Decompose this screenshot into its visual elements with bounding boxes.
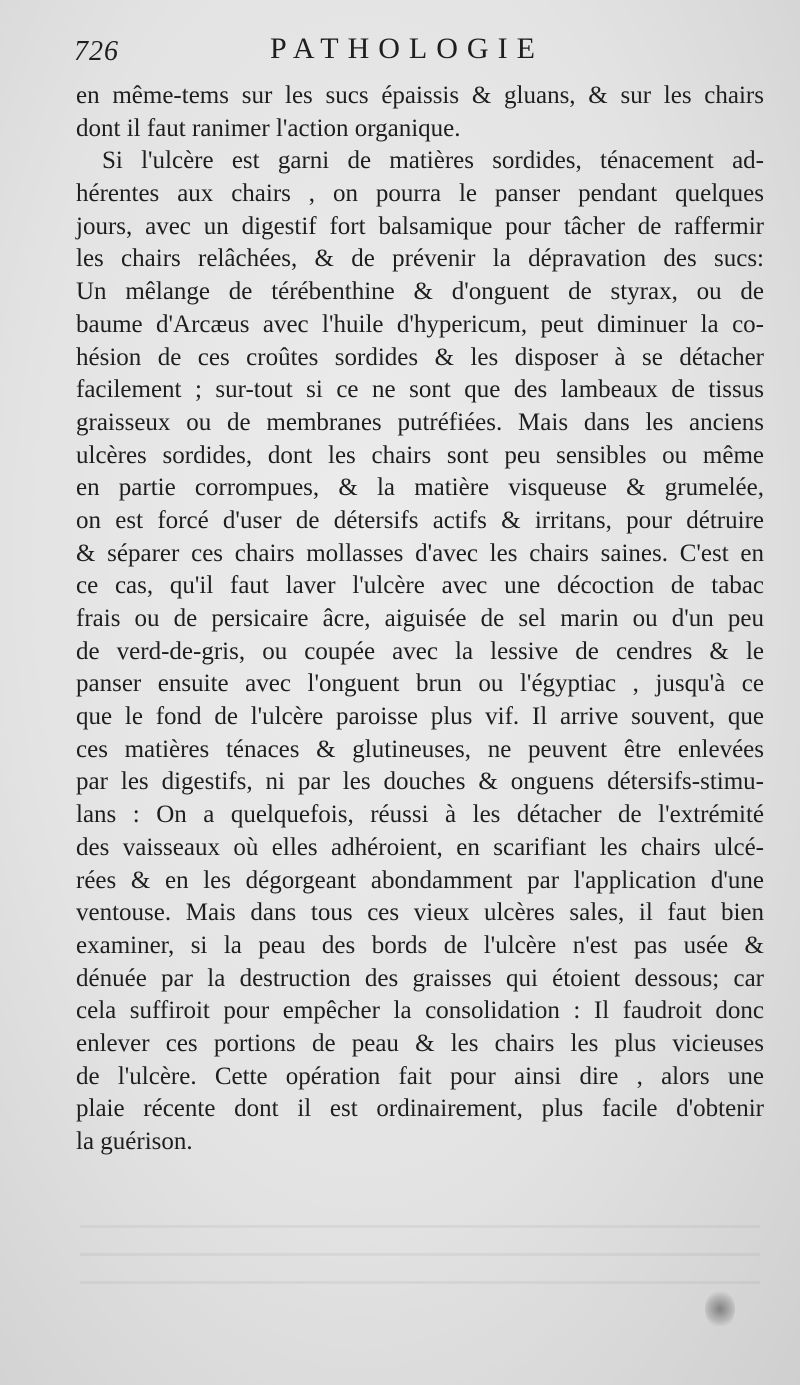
text-line: Si l'ulcère est garni de matières sordides, ténacement ad- <box>102 147 764 175</box>
text-line: les chairs relâchées, & de prévenir la dépravation des sucs: <box>76 245 764 273</box>
text-line: examiner, si la peau des bords de l'ulcère n'est pas usée & <box>76 931 764 959</box>
text-line: panser ensuite avec l'onguent brun ou l'égyptiac , jusqu'à ce <box>76 670 764 698</box>
text-line: hérentes aux chairs , on pourra le panser pendant quelques <box>76 180 764 208</box>
text-line: baume d'Arcæus avec l'huile d'hypericum, peut diminuer la co- <box>76 310 764 338</box>
page-number: 726 <box>74 36 119 67</box>
text-line: dont il faut ranimer l'action organique. <box>76 114 461 142</box>
text-line: cela suffiroit pour empêcher la consolidation : Il faudroit donc <box>76 997 764 1025</box>
text-line: enlever ces portions de peau & les chairs les plus vicieuses <box>76 1029 764 1057</box>
running-head: PATHOLOGIE <box>270 32 544 65</box>
text-line: lans : On a quelquefois, réussi à les détacher de l'extrémité <box>76 801 764 829</box>
text-line: Un mêlange de térébenthine & d'onguent de styrax, ou de <box>76 278 764 306</box>
text-line: en même-tems sur les sucs épaissis & gluans, & sur les chairs <box>76 82 764 109</box>
text-line: des vaisseaux où elles adhéroient, en scarifiant les chairs ulcé- <box>76 833 764 861</box>
text-line: la guérison. <box>76 1128 193 1155</box>
text-line: de l'ulcère. Cette opération fait pour ainsi dire , alors une <box>76 1062 764 1090</box>
text-line: facilement ; sur-tout si ce ne sont que des lambeaux de tissus <box>76 376 764 404</box>
text-line: que le fond de l'ulcère paroisse plus vif. Il arrive souvent, que <box>76 703 764 731</box>
text-line: jours, avec un digestif fort balsamique pour tâcher de raffermir <box>76 212 764 240</box>
body-text <box>76 80 764 1159</box>
text-line: graisseux ou de membranes putréfiées. Mais dans les anciens <box>76 408 764 436</box>
text-line: dénuée par la destruction des graisses qui étoient dessous; car <box>76 964 764 992</box>
text-line: par les digestifs, ni par les douches & onguens détersifs-stimu- <box>76 768 764 796</box>
text-line: rées & en les dégorgeant abondamment par l'application d'une <box>76 866 764 894</box>
text-line: hésion de ces croûtes sordides & les disposer à se détacher <box>76 343 764 371</box>
text-line: & séparer ces chairs mollasses d'avec les chairs saines. C'est en <box>76 539 764 567</box>
show-through-text <box>80 1225 760 1295</box>
text-line: ce cas, qu'il faut laver l'ulcère avec une décoction de tabac <box>76 572 764 600</box>
text-line: plaie récente dont il est ordinairement, plus facile d'obtenir <box>76 1095 764 1123</box>
ink-smudge <box>705 1290 735 1328</box>
text-line: on est forcé d'user de détersifs actifs & irritans, pour détruire <box>76 506 764 534</box>
text-line: en partie corrompues, & la matière visqueuse & grumelée, <box>76 474 764 502</box>
text-line: ulcères sordides, dont les chairs sont peu sensibles ou même <box>76 441 764 469</box>
text-line: de verd-de-gris, ou coupée avec la lessive de cendres & le <box>76 637 764 665</box>
text-line: ces matières ténaces & glutineuses, ne peuvent être enlevées <box>76 735 764 763</box>
text-line: ventouse. Mais dans tous ces vieux ulcères sales, il faut bien <box>76 899 764 927</box>
text-line: frais ou de persicaire âcre, aiguisée de sel marin ou d'un peu <box>76 605 764 632</box>
